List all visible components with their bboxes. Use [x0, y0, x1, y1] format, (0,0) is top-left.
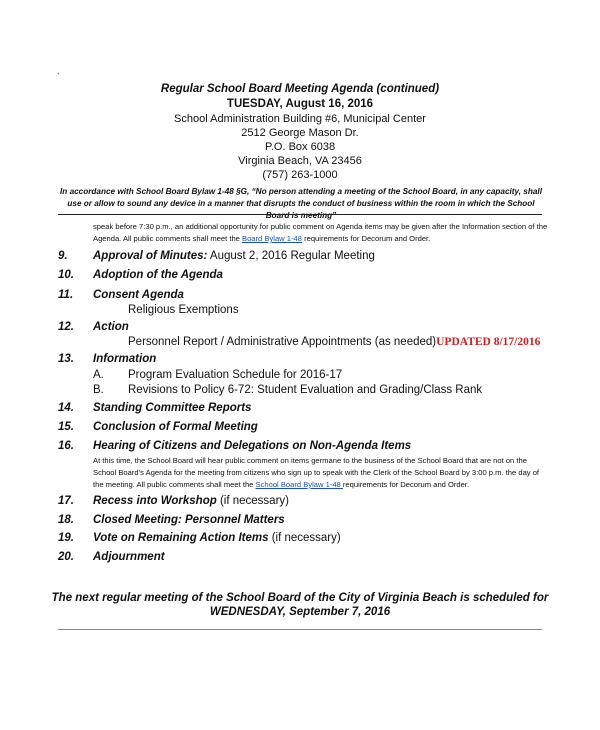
note-text: At this time, the School Board will hear public comment on items germane to the business of the School Board that are not on the School Board’s Agenda for the meeting from citizens who sign up to speak with the Clerk of the School Board by 3:00 p.m. the day of the meeting. All public comments shall meet the [93, 456, 540, 489]
corner-mark: ` [57, 72, 60, 82]
sub-item [128, 336, 540, 348]
agenda-title: Regular School Board Meeting Agenda (continued) [160, 83, 440, 95]
address-line: Virginia Beach, VA 23456 [238, 155, 362, 167]
sub-item-text: Personnel Report / Administrative Appointments (as needed) [128, 336, 437, 348]
phone-number: (757) 263-1000 [262, 169, 338, 181]
item-label: Hearing of Citizens and Delegations on Non-Agenda Items [93, 440, 412, 452]
item-label: Adoption of the Agenda [93, 269, 223, 281]
next-meeting-notice [40, 591, 560, 619]
note-text: requirements for Decorum and Order. [342, 480, 470, 489]
bylaw-notice: In accordance with School Board Bylaw 1-48 §G, “No person attending a meeting of the School Board, in any capacity, shall use or allow to sound any device in a manner that disrupts the conduct of business within the room in which the School Board is meeting” [60, 187, 542, 220]
item-detail: (if necessary) [216, 495, 289, 507]
bylaw-link[interactable]: Board Bylaw 1-48 [242, 234, 302, 243]
item-label: Conclusion of Formal Meeting [93, 421, 258, 433]
note-text: speak before 7:30 p.m., an additional opportunity for public comment on Agenda items may be given after the Information section of the Agenda. All public comments shall meet the [93, 222, 548, 243]
bylaw-link[interactable]: School Board Bylaw 1-48 [255, 480, 343, 489]
item-label: Action [93, 321, 129, 333]
item-number: 16. [58, 440, 74, 452]
item-detail: August 2, 2016 Regular Meeting [207, 250, 375, 262]
item-number: 10. [58, 269, 74, 281]
item-number: 14. [58, 402, 74, 414]
divider [58, 214, 542, 215]
next-meeting-date: WEDNESDAY, September 7, 2016 [209, 606, 391, 618]
item-number: 17. [58, 495, 74, 507]
item-number: 19. [58, 532, 74, 544]
address-line: 2512 George Mason Dr. [241, 127, 359, 139]
item-label: Standing Committee Reports [93, 402, 252, 414]
sub-item-letter: A. [93, 369, 104, 381]
item-number: 20. [58, 551, 74, 563]
item-label: Approval of Minutes: [93, 250, 208, 262]
public-comment-note [93, 221, 548, 245]
sub-item: Religious Exemptions [128, 304, 239, 316]
item-number: 18. [58, 514, 74, 526]
note-text: requirements for Decorum and Order. [301, 234, 431, 243]
item-label: Recess into Workshop [93, 495, 217, 507]
item-number: 12. [58, 321, 74, 333]
next-meeting-text: The next regular meeting of the School Board of the City of Virginia Beach is scheduled for [51, 592, 549, 604]
sub-item-text: Revisions to Policy 6-72: Student Evaluation and Grading/Class Rank [128, 384, 483, 396]
updated-stamp: UPDATED 8/17/2016 [436, 336, 541, 348]
item-label: Consent Agenda [93, 289, 184, 301]
item-number: 9. [58, 250, 68, 262]
address-line: P.O. Box 6038 [264, 141, 336, 153]
item-detail: (if necessary) [268, 532, 341, 544]
item-label: Vote on Remaining Action Items [93, 532, 269, 544]
item-number: 15. [58, 421, 74, 433]
item-label: Adjournment [93, 551, 165, 563]
item-label: Closed Meeting: Personnel Matters [93, 514, 285, 526]
sub-item-text: Program Evaluation Schedule for 2016-17 [128, 369, 343, 381]
item-label: Information [93, 353, 157, 365]
sub-item-letter: B. [93, 384, 104, 396]
address-line: School Administration Building #6, Municipal Center [174, 113, 426, 125]
meeting-date: TUESDAY, August 16, 2016 [226, 98, 374, 110]
item-number: 11. [58, 289, 74, 301]
citizen-comment-note [93, 455, 549, 491]
divider [58, 629, 542, 630]
item-number: 13. [58, 353, 74, 365]
